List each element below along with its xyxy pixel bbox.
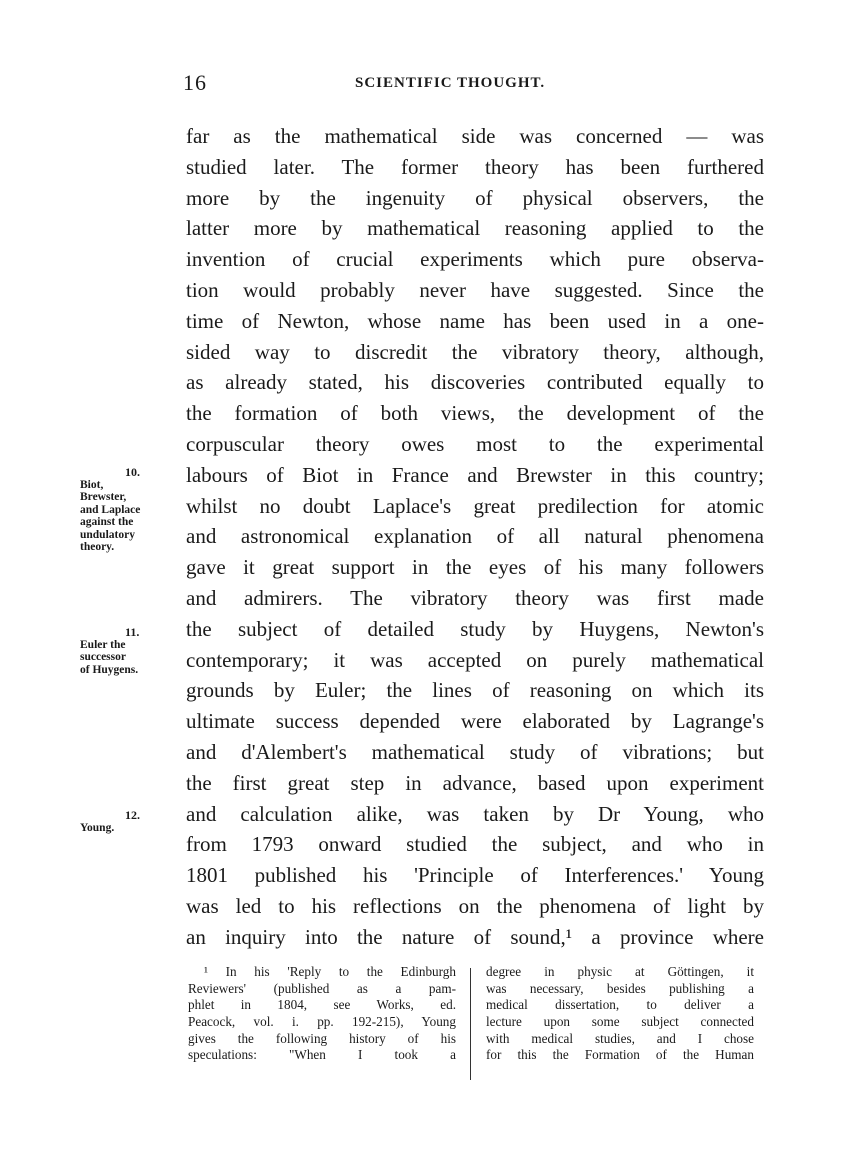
footnote-line: phlet in 1804, see Works, ed. bbox=[188, 997, 456, 1013]
margin-note-line: Biot, bbox=[80, 478, 104, 491]
footnote-left-column bbox=[188, 964, 456, 1064]
margin-note-line: Young. bbox=[80, 821, 115, 834]
body-line: gave it great support in the eyes of his many followers bbox=[186, 555, 764, 580]
margin-note-line: against the bbox=[80, 516, 134, 528]
body-line: far as the mathematical side was concerned — was bbox=[186, 124, 764, 148]
body-line: studied later. The former theory has been furthered bbox=[186, 154, 764, 179]
footnote-line: lecture upon some subject connected bbox=[486, 1014, 754, 1030]
footnote-line: with medical studies, and I chose bbox=[486, 1030, 754, 1046]
body-line: whilst no doubt Laplace's great predilection for atomic bbox=[186, 493, 764, 518]
margin-note-line: and Laplace bbox=[80, 503, 141, 516]
margin-note-11 bbox=[80, 626, 180, 676]
margin-note-number: 11. bbox=[125, 625, 140, 639]
body-line: and d'Alembert's mathematical study of vibrations; but bbox=[186, 739, 764, 764]
body-line: invention of crucial experiments which pure observa- bbox=[186, 247, 764, 272]
footnote-line: gives the following history of his bbox=[188, 1030, 456, 1046]
body-line: labours of Biot in France and Brewster in this country; bbox=[186, 462, 764, 487]
body-text bbox=[186, 121, 764, 953]
footnote-line: Reviewers' (published as a pam- bbox=[188, 980, 456, 996]
margin-note-line: Brewster, bbox=[80, 491, 127, 503]
body-line: and calculation alike, was taken by Dr Young, who bbox=[186, 801, 764, 826]
body-line: and astronomical explanation of all natural phenomena bbox=[186, 524, 764, 549]
margin-note-line: successor bbox=[80, 651, 126, 663]
body-line: ultimate success depended were elaborated by Lagrange's bbox=[186, 709, 764, 734]
footnote-column-divider bbox=[470, 968, 471, 1080]
body-line: latter more by mathematical reasoning applied to the bbox=[186, 216, 764, 241]
margin-note-line: undulatory bbox=[80, 528, 135, 541]
body-line: tion would probably never have suggested. Since the bbox=[186, 277, 764, 302]
body-line: more by the ingenuity of physical observers, the bbox=[186, 185, 764, 210]
body-line: contemporary; it was accepted on purely mathematical bbox=[186, 647, 764, 672]
body-line: and admirers. The vibratory theory was first made bbox=[186, 585, 764, 610]
body-line: 1801 published his 'Principle of Interferences.' Young bbox=[186, 863, 764, 888]
body-line: the first great step in advance, based upon experiment bbox=[186, 770, 764, 795]
margin-note-number: 12. bbox=[125, 808, 140, 822]
footnote-right-column bbox=[486, 964, 754, 1064]
footnote-line: Peacock, vol. i. pp. 192-215), Young bbox=[188, 1014, 456, 1030]
footnote bbox=[188, 964, 766, 1084]
body-line: was led to his reflections on the phenomena of light by bbox=[186, 893, 764, 918]
page-header bbox=[0, 70, 850, 102]
footnote-line: ¹ In his 'Reply to the Edinburgh bbox=[204, 964, 456, 979]
margin-note-number: 10. bbox=[125, 465, 140, 479]
body-line: corpuscular theory owes most to the experimental bbox=[186, 431, 764, 456]
body-line: grounds by Euler; the lines of reasoning on which its bbox=[186, 678, 764, 703]
footnote-line: for this the Formation of the Human bbox=[486, 1047, 754, 1063]
footnote-line: medical dissertation, to deliver a bbox=[486, 997, 754, 1013]
body-line: the formation of both views, the development of the bbox=[186, 401, 764, 426]
body-line: sided way to discredit the vibratory theory, although, bbox=[186, 339, 764, 364]
body-line: time of Newton, whose name has been used in a one- bbox=[186, 308, 764, 333]
body-line: an inquiry into the nature of sound,¹ a province where bbox=[186, 924, 764, 949]
footnote-line: speculations: "When I took a bbox=[188, 1047, 456, 1063]
footnote-line: degree in physic at Göttingen, it bbox=[486, 964, 754, 979]
margin-note-line: theory. bbox=[80, 541, 115, 553]
margin-note-line: of Huygens. bbox=[80, 663, 139, 676]
running-title: SCIENTIFIC THOUGHT. bbox=[355, 75, 546, 91]
body-line: as already stated, his discoveries contributed equally to bbox=[186, 370, 764, 395]
margin-note-10 bbox=[80, 466, 180, 554]
page-number: 16 bbox=[183, 70, 207, 95]
body-line: the subject of detailed study by Huygens, Newton's bbox=[186, 616, 764, 641]
margin-note-12 bbox=[80, 809, 180, 834]
footnote-line: was necessary, besides publishing a bbox=[486, 980, 754, 996]
body-line: from 1793 onward studied the subject, and who in bbox=[186, 832, 764, 857]
margin-note-line: Euler the bbox=[80, 638, 126, 651]
